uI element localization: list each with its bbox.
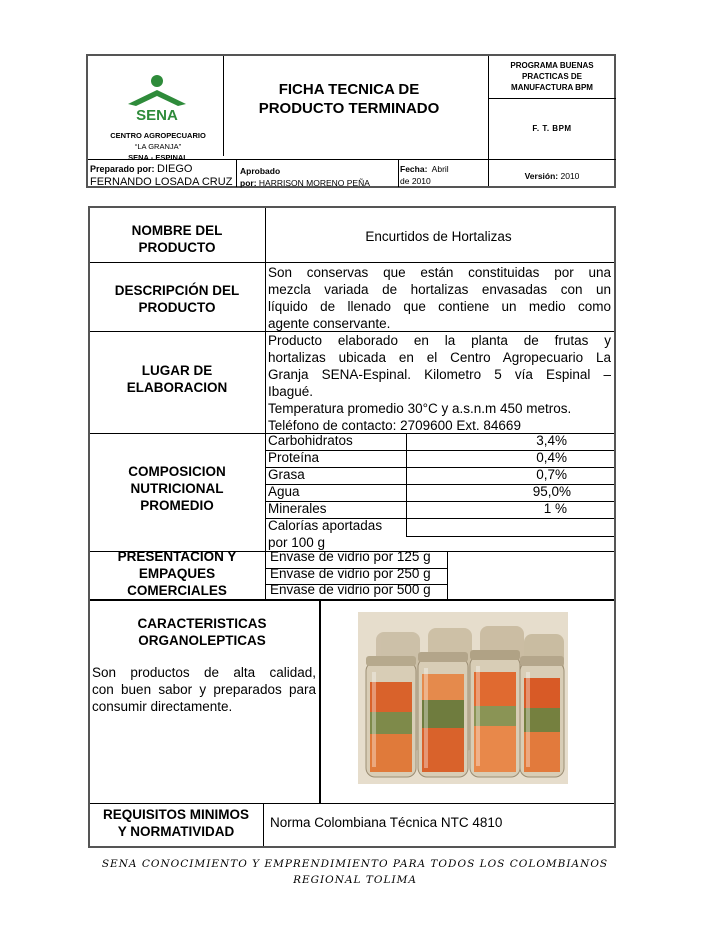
composition-table [268,432,611,551]
composition-label: COMPOSICION NUTRICIONAL PROMEDIO [128,464,226,513]
date-field: Fecha: Abril de 2010 [400,164,449,186]
presentation-item: Envase de vidrio por 125 g [270,549,431,564]
prepared-by: Preparado por: DIEGO FERNANDO LOSADA CRUZ [90,163,233,188]
presentation-label: PRESENTACION Y EMPAQUES COMERCIALES [117,549,237,598]
requirements-label: REQUISITOS MINIMOS Y NORMATIVIDAD [102,807,249,839]
composition-row: Agua 95,0% [268,484,571,499]
organoleptic-text: Son productos de alta calidad, con buen sabor y preparados para consumir directamente. [92,665,316,714]
place-text: Producto elaborado en la planta de frutas y hortalizas ubicada en el Centro Agropecuario La Granja SENA-Espinal. Kilometro 5 vía Espinal – Ibagué. Temperatura promedio 30°C y a.s.n.m 450 metros. Teléfono de contacto: 2709600 Ext. 84669 [268,333,611,433]
page-title: FICHA TECNICA DE PRODUCTO TERMINADO [258,81,440,117]
organoleptic-label: CARACTERISTICAS ORGANOLEPTICAS [137,616,267,648]
presentation-list [270,549,455,599]
description-label: DESCRIPCIÓN DEL PRODUCTO [114,283,240,315]
version-field: Versión: 2010 [524,171,580,181]
presentation-item: Envase de vidrio por 500 g [270,582,431,597]
description-text: Son conservas que están constituidas por una mezcla variada de hortalizas envasadas con un líquido de llenado que contiene un medio como agente conservante. [268,265,611,331]
product-name-value: Encurtidos de Hortalizas [365,229,512,244]
composition-row: Carbohidratos 3,4% [268,433,567,448]
calories-label: Calorías aportadas por 100 g [268,518,383,550]
program-label: PROGRAMA BUENAS PRACTICAS DE MANUFACTURA BPM [510,61,594,92]
composition-row: Proteína 0,4% [268,450,567,465]
place-label: LUGAR DE ELABORACION [126,363,228,395]
sena-logo-text: SENA [136,107,178,124]
approved-by: Aprobado por: HARRISON MORENO PEÑA [240,166,370,188]
name-label: NOMBRE DEL PRODUCTO [131,223,223,255]
centro-label: CENTRO AGROPECUARIO “LA GRANJA” SENA - ESPINAL [110,131,206,162]
pickle-jars-photo [358,612,568,784]
presentation-item: Envase de vidrio por 250 g [270,565,431,581]
footer-slogan: SENA CONOCIMIENTO Y EMPRENDIMIENTO PARA TODOS LOS COLOMBIANOS REGIONAL TOLIMA [101,858,609,886]
composition-row: Grasa 0,7% [268,467,567,482]
document-code: F. T. BPM [532,124,572,133]
composition-row: Minerales 1 % [268,501,567,516]
sena-logo [118,72,196,128]
requirements-value: Norma Colombiana Técnica NTC 4810 [270,815,503,830]
